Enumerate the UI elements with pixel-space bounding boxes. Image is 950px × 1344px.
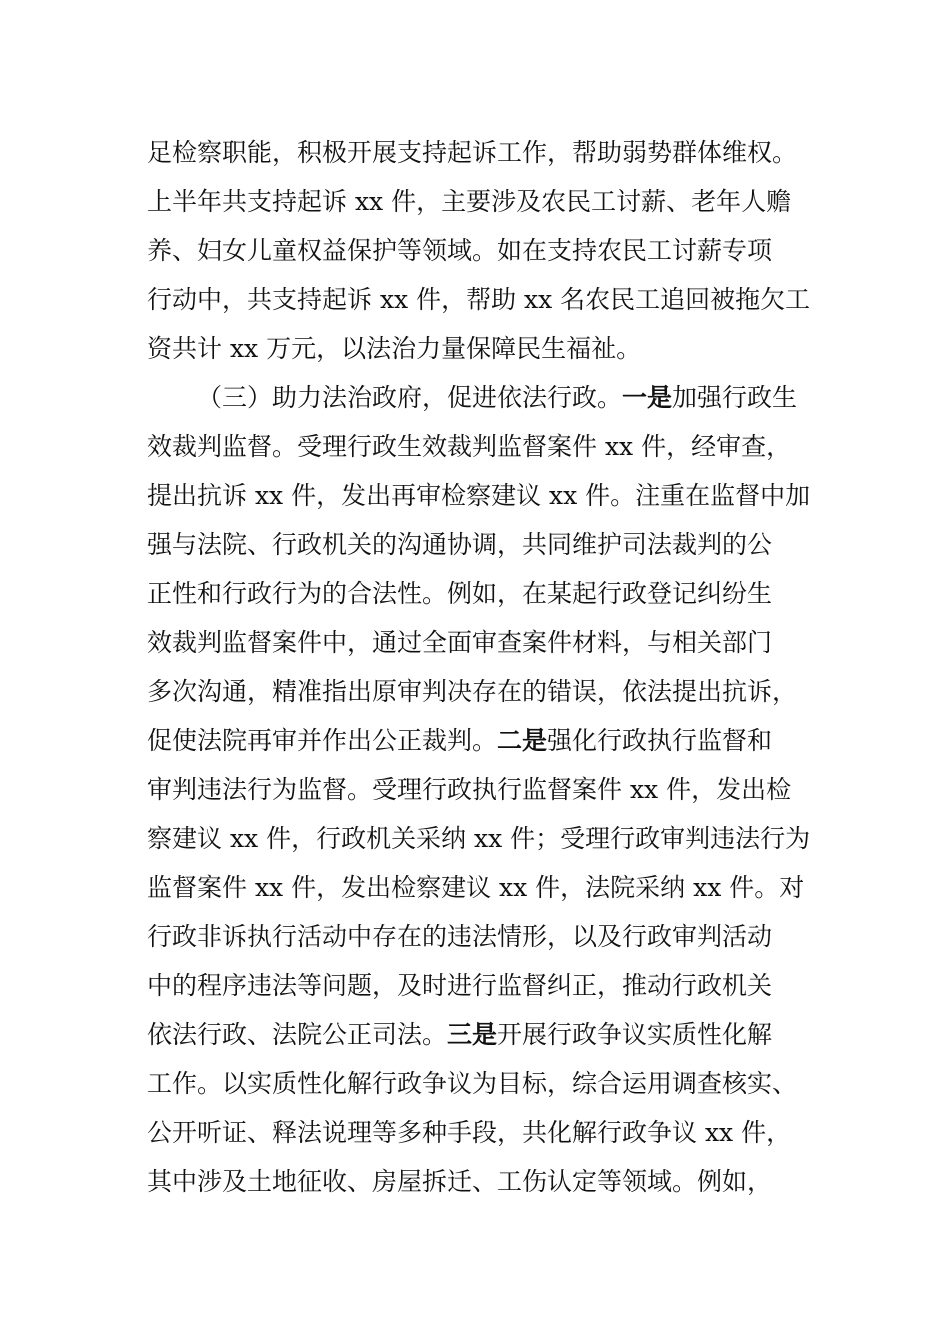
text-line — [147, 520, 772, 570]
text-run: 多次沟通，精准指出原审判决存在的错误，依法提出抗诉， — [147, 677, 798, 706]
paragraph-heading-line — [197, 373, 797, 423]
text-line — [147, 716, 772, 766]
text-line — [147, 569, 772, 619]
text-line — [147, 1108, 791, 1158]
text-run: 其中涉及土地征收、房屋拆迁、工伤认定等领域。例如， — [147, 1167, 773, 1196]
text-run: 强化行政执行监督和 — [547, 726, 773, 755]
text-run: 资共计 xx 万元，以法治力量保障民生福祉。 — [147, 334, 642, 363]
text-line — [147, 128, 797, 178]
text-line — [147, 863, 804, 913]
text-run: 工作。以实质性化解行政争议为目标，综合运用调查核实、 — [147, 1069, 798, 1098]
text-line — [147, 177, 791, 227]
text-line — [147, 422, 791, 472]
text-line — [147, 814, 810, 864]
text-line — [147, 324, 641, 374]
text-line — [147, 961, 772, 1011]
text-run: 足检察职能，积极开展支持起诉工作，帮助弱势群体维权。 — [147, 138, 798, 167]
text-line — [147, 275, 810, 325]
text-run: 提出抗诉 xx 件，发出再审检察建议 xx 件。注重在监督中加 — [147, 481, 811, 510]
text-run: 行动中，共支持起诉 xx 件，帮助 xx 名农民工追回被拖欠工 — [147, 285, 811, 314]
text-line — [147, 618, 772, 668]
text-run: 效裁判监督。受理行政生效裁判监督案件 xx 件，经审查， — [147, 432, 792, 461]
text-line — [147, 765, 791, 815]
text-run: 依法行政、法院公正司法。 — [147, 1020, 448, 1049]
text-run: 开展行政争议实质性化解 — [497, 1020, 773, 1049]
text-line — [147, 1059, 797, 1109]
text-run: 察建议 xx 件，行政机关采纳 xx 件；受理行政审判违法行为 — [147, 824, 811, 853]
text-run: 公开听证、释法说理等多种手段，共化解行政争议 xx 件， — [147, 1118, 792, 1147]
text-line — [147, 912, 772, 962]
text-line — [147, 1157, 772, 1207]
text-run: 正性和行政行为的合法性。例如，在某起行政登记纠纷生 — [147, 579, 773, 608]
text-run: 上半年共支持起诉 xx 件，主要涉及农民工讨薪、老年人赡 — [147, 187, 792, 216]
text-run: 促使法院再审并作出公正裁判。 — [147, 726, 498, 755]
section-heading: （三）助力法治政府，促进依法行政。 — [197, 383, 623, 412]
text-run: 中的程序违法等问题，及时进行监督纠正，推动行政机关 — [147, 971, 773, 1000]
text-run: 行政非诉执行活动中存在的违法情形，以及行政审判活动 — [147, 922, 773, 951]
text-line — [147, 1010, 772, 1060]
text-run: 监督案件 xx 件，发出检察建议 xx 件，法院采纳 xx 件。对 — [147, 873, 805, 902]
text-run: 养、妇女儿童权益保护等领域。如在支持农民工讨薪专项 — [147, 236, 773, 265]
text-line — [147, 226, 772, 276]
bold-marker: 二是 — [497, 726, 548, 755]
text-line — [147, 667, 797, 717]
text-line — [147, 471, 810, 521]
text-run: 效裁判监督案件中，通过全面审查案件材料，与相关部门 — [147, 628, 773, 657]
bold-marker: 一是 — [622, 383, 673, 412]
text-run: 加强行政生 — [672, 383, 798, 412]
text-run: 强与法院、行政机关的沟通协调，共同维护司法裁判的公 — [147, 530, 773, 559]
text-run: 审判违法行为监督。受理行政执行监督案件 xx 件，发出检 — [147, 775, 792, 804]
bold-marker: 三是 — [447, 1020, 498, 1049]
